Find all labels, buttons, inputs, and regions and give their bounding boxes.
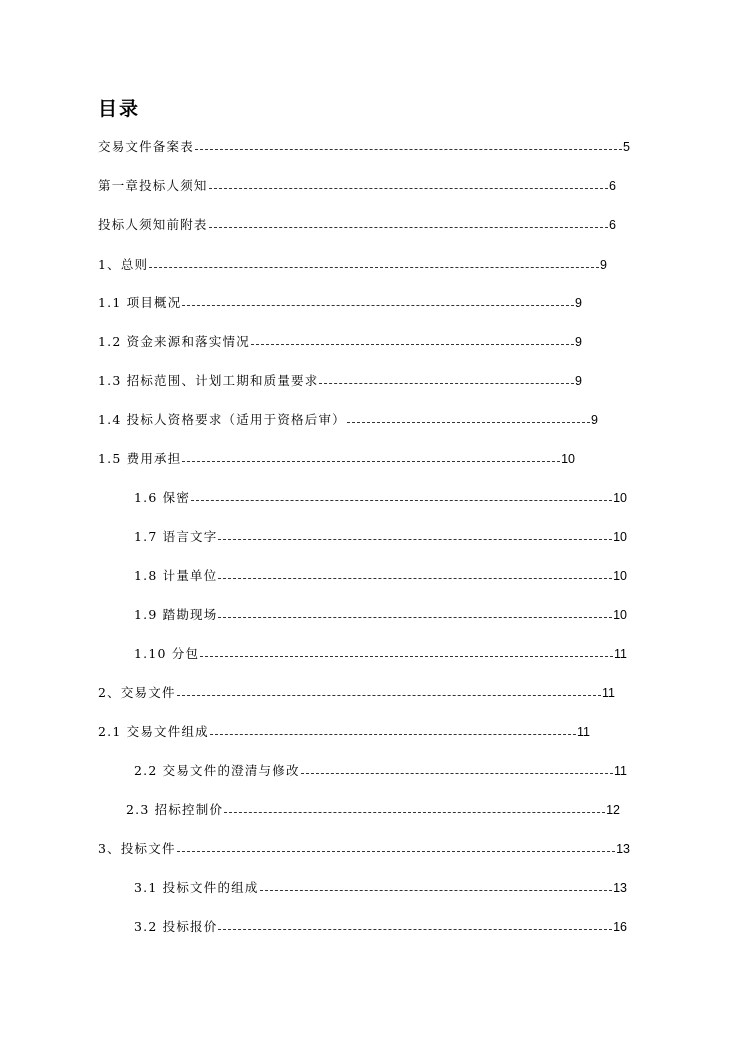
toc-entry-page: 11 [614, 764, 627, 778]
toc-dot-leader [177, 686, 601, 696]
toc-title: 目录 [98, 98, 141, 120]
toc-entry-label: 1、总则 [98, 257, 149, 272]
toc-entry-label: 2、交易文件 [98, 685, 176, 700]
toc-entry-label: 2.1 交易文件组成 [98, 724, 209, 739]
toc-dot-leader [347, 413, 590, 423]
toc-dot-leader [177, 842, 615, 852]
toc-entry[interactable] [98, 372, 582, 390]
toc-dot-leader [218, 920, 612, 930]
toc-entry-label: 1.5 费用承担 [98, 451, 182, 466]
toc-entry-label: 交易文件备案表 [98, 139, 194, 154]
toc-dot-leader [200, 647, 613, 657]
toc-entry[interactable] [98, 411, 598, 429]
toc-dot-leader [210, 725, 576, 735]
toc-entry-page: 10 [613, 608, 627, 622]
toc-entry-label: 1.3 招标范围、计划工期和质量要求 [98, 373, 319, 388]
toc-entry-page: 9 [600, 258, 607, 272]
toc-dot-leader [218, 530, 612, 540]
toc-entry-page: 11 [577, 725, 590, 739]
toc-entry-page: 10 [613, 530, 627, 544]
toc-entry[interactable] [134, 489, 627, 507]
toc-entry-page: 9 [575, 374, 582, 388]
toc-dot-leader [182, 296, 574, 306]
toc-entry[interactable] [134, 567, 627, 585]
toc-dot-leader [301, 764, 613, 774]
toc-entry[interactable] [134, 918, 627, 936]
toc-entry-page: 10 [613, 491, 627, 505]
toc-entry-page: 12 [606, 803, 620, 817]
toc-dot-leader [260, 881, 613, 891]
toc-entry[interactable] [98, 177, 616, 195]
toc-entry-label: 3、投标文件 [98, 841, 176, 856]
toc-entry-label: 2.3 招标控制价 [126, 802, 224, 817]
toc-dot-leader [209, 179, 608, 189]
toc-entry-label: 第一章投标人须知 [98, 178, 208, 193]
toc-entry-page: 6 [609, 218, 616, 232]
toc-entry-label: 3.2 投标报价 [134, 919, 218, 934]
toc-entry-label: 1.4 投标人资格要求（适用于资格后审） [98, 412, 346, 427]
toc-dot-leader [218, 569, 612, 579]
toc-entry-label: 1.1 项目概况 [98, 295, 182, 310]
toc-entry[interactable] [98, 333, 582, 351]
toc-entry[interactable] [134, 762, 627, 780]
toc-entry[interactable] [98, 216, 616, 234]
toc-entry[interactable] [98, 256, 607, 274]
toc-dot-leader [149, 258, 599, 268]
toc-entry-page: 9 [591, 413, 598, 427]
toc-entry-label: 3.1 投标文件的组成 [134, 880, 259, 895]
toc-entry-label: 1.8 计量单位 [134, 568, 218, 583]
toc-entry-label: 1.2 资金来源和落实情况 [98, 334, 250, 349]
toc-dot-leader [319, 374, 574, 384]
toc-entry-page: 10 [613, 569, 627, 583]
toc-entry[interactable] [134, 645, 627, 663]
toc-entry-page: 5 [623, 140, 630, 154]
toc-entry-label: 投标人须知前附表 [98, 217, 208, 232]
toc-entry[interactable] [134, 528, 627, 546]
toc-entry-page: 16 [613, 920, 627, 934]
toc-entry-page: 6 [609, 179, 616, 193]
toc-entry-label: 1.7 语言文字 [134, 529, 218, 544]
toc-entry-label: 1.9 踏勘现场 [134, 607, 218, 622]
toc-entry-page: 11 [614, 647, 627, 661]
toc-entry[interactable] [98, 294, 582, 312]
toc-entry-page: 10 [561, 452, 575, 466]
toc-dot-leader [182, 452, 560, 462]
toc-dot-leader [224, 803, 605, 813]
toc-entry-page: 13 [613, 881, 627, 895]
toc-dot-leader [191, 491, 612, 501]
toc-entry[interactable] [98, 138, 630, 156]
toc-entry-page: 9 [575, 296, 582, 310]
toc-entry-label: 1.6 保密 [134, 490, 191, 505]
toc-entry-label: 2.2 交易文件的澄清与修改 [134, 763, 300, 778]
toc-entry[interactable] [134, 606, 627, 624]
toc-entry-page: 13 [616, 842, 630, 856]
toc-entry-page: 9 [575, 335, 582, 349]
toc-entry[interactable] [126, 801, 620, 819]
toc-entry[interactable] [98, 684, 615, 702]
toc-entry[interactable] [134, 879, 627, 897]
toc-entry[interactable] [98, 723, 590, 741]
toc-entry[interactable] [98, 840, 630, 858]
toc-dot-leader [218, 608, 612, 618]
toc-entry-label: 1.10 分包 [134, 646, 200, 661]
toc-dot-leader [209, 218, 608, 228]
toc-dot-leader [251, 335, 574, 345]
toc-entry-page: 11 [602, 686, 615, 700]
toc-dot-leader [195, 140, 622, 150]
toc-entry[interactable] [98, 450, 575, 468]
